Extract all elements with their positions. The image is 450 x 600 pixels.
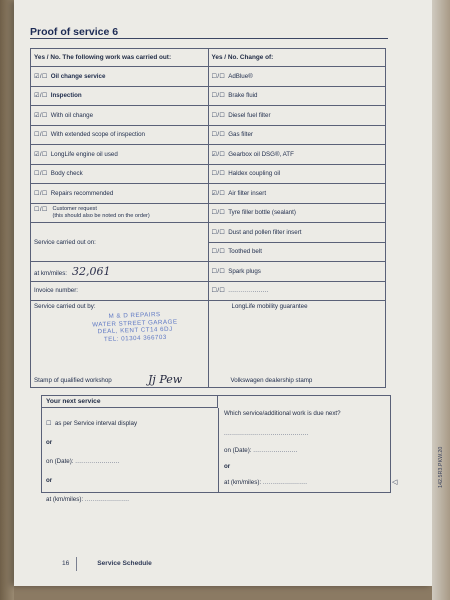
document-code: 142.5R3.PKW.20 (438, 446, 444, 488)
footer-label: Service Schedule (97, 560, 152, 567)
or-label: or (46, 439, 53, 446)
table-header-row (31, 49, 386, 67)
change-item-label: AdBlue® (228, 72, 253, 80)
yes-no-checkbox[interactable]: ☐/☐ (211, 248, 226, 256)
handwritten-signature: Jj Pew (148, 373, 183, 386)
stamp-line: WATER STREET GARAGE (92, 318, 178, 328)
table-row (31, 281, 386, 301)
book-spine-edge (0, 0, 14, 600)
work-item-label: With extended scope of inspection (50, 131, 145, 139)
customer-request-label: Customer request (52, 206, 97, 213)
next-service-right (224, 408, 384, 491)
interval-display-checkbox[interactable]: ☐ (46, 420, 52, 427)
table-row (31, 164, 386, 184)
next-work-field[interactable]: .......................................... (224, 430, 309, 437)
page-footer (62, 560, 152, 567)
work-item-label: LongLife engine oil used (50, 150, 118, 158)
triangle-marker-icon: ◁ (392, 479, 398, 486)
yes-no-checkbox[interactable]: ☑/☐ (211, 150, 226, 158)
yes-no-checkbox[interactable]: ☐/☐ (211, 267, 226, 275)
title-rule (30, 38, 388, 39)
left-column-header: Yes / No. The following work was carried out: (31, 49, 209, 67)
or-label: or (46, 477, 53, 484)
yes-no-checkbox[interactable]: ☑/☐ (34, 150, 48, 158)
next-work-question: Which service/additional work is due next? (224, 410, 341, 417)
change-item-label: Dust and pollen filter insert (228, 228, 302, 236)
change-item-label: Diesel fuel filter (228, 111, 271, 119)
stamp-line: DEAL, KENT CT14 6DJ (97, 325, 173, 336)
mileage-label: at km/miles: (34, 269, 68, 277)
yes-no-checkbox[interactable]: ☐/☐ (34, 170, 48, 178)
next-date-field[interactable]: ...................... (75, 458, 120, 465)
change-item-label: Brake fluid (228, 92, 258, 100)
work-item-label: Oil change service (50, 72, 106, 80)
work-item-label: Repairs recommended (50, 189, 114, 197)
table-row (31, 67, 386, 87)
yes-no-checkbox[interactable]: ☐/☐ (211, 209, 226, 217)
workshop-rubber-stamp (76, 310, 195, 344)
change-item-label: Spark plugs (228, 267, 261, 275)
right-km-field[interactable]: ...................... (262, 479, 308, 486)
stamp-line: TEL: 01304 366703 (103, 333, 167, 343)
service-by-label: Service carried out by: (34, 303, 96, 310)
change-item-label: Tyre filler bottle (sealant) (228, 209, 296, 217)
customer-request-note: (this should also be noted on the order) (52, 212, 150, 219)
work-item-label: Inspection (50, 92, 82, 100)
right-km-label: at (km/miles): (224, 479, 262, 486)
change-item-label: Gearbox oil DSG®, ATF (228, 150, 294, 158)
table-row (31, 86, 386, 106)
next-service-left (46, 414, 214, 509)
yes-no-checkbox[interactable]: ☑/☐ (34, 72, 48, 80)
footer-separator (76, 557, 77, 571)
blank-line[interactable]: .................... (228, 287, 269, 295)
yes-no-checkbox[interactable]: ☑/☐ (34, 111, 48, 119)
longlife-guarantee-label: LongLife mobility guarantee (231, 303, 308, 310)
table-row (31, 184, 386, 204)
yes-no-checkbox[interactable]: ☐/☐ (34, 189, 48, 197)
change-item-label: Air filter insert (228, 189, 267, 197)
vw-stamp-label: Volkswagen dealership stamp (230, 377, 313, 384)
yes-no-checkbox[interactable]: ☐/☐ (211, 92, 226, 100)
next-km-label: at (km/miles): (46, 496, 84, 503)
right-column-header: Yes / No. Change of: (208, 49, 386, 67)
work-item-label: With oil change (50, 111, 94, 119)
next-service-divider (218, 408, 219, 492)
yes-no-checkbox[interactable]: ☑/☐ (211, 189, 226, 197)
change-item-label: Toothed belt (228, 248, 262, 256)
service-date-label: Service carried out on: (34, 238, 96, 246)
next-service-title: Your next service (42, 396, 218, 408)
yes-no-checkbox[interactable]: ☐/☐ (211, 287, 226, 295)
interval-display-label: as per Service interval display (54, 420, 138, 427)
page-stack-edge (432, 0, 450, 600)
next-date-label: on (Date): (46, 458, 74, 465)
right-date-label: on (Date): (224, 447, 252, 454)
change-item-label: Gas filter (228, 131, 253, 139)
mileage-handwritten-value[interactable]: 32,061 (72, 264, 111, 278)
table-row (31, 223, 386, 243)
table-row (31, 125, 386, 145)
yes-no-checkbox[interactable]: ☐/☐ (211, 131, 226, 139)
table-row (31, 203, 386, 223)
or-label: or (224, 463, 231, 470)
yes-no-checkbox[interactable]: ☑/☐ (34, 92, 48, 100)
page-title: Proof of service 6 (30, 26, 119, 38)
next-service-box (41, 395, 391, 503)
yes-no-checkbox[interactable]: ☐/☐ (34, 206, 48, 214)
table-row (31, 145, 386, 165)
yes-no-checkbox[interactable]: ☐/☐ (211, 228, 226, 236)
invoice-label: Invoice number: (34, 287, 79, 295)
yes-no-checkbox[interactable]: ☐/☐ (211, 72, 226, 80)
yes-no-checkbox[interactable]: ☐/☐ (211, 111, 226, 119)
yes-no-checkbox[interactable]: ☐/☐ (34, 131, 48, 139)
table-row (31, 262, 386, 282)
work-item-label: Body check (50, 170, 83, 178)
table-row (31, 106, 386, 126)
workshop-stamp-label: Stamp of qualified workshop (34, 377, 112, 384)
next-km-field[interactable]: ...................... (84, 496, 130, 503)
yes-no-checkbox[interactable]: ☐/☐ (211, 170, 226, 178)
page-number: 16 (62, 560, 70, 567)
right-date-field[interactable]: ...................... (253, 447, 298, 454)
stamp-line: M & D REPAIRS (108, 311, 161, 320)
change-item-label: Haldex coupling oil (228, 170, 281, 178)
